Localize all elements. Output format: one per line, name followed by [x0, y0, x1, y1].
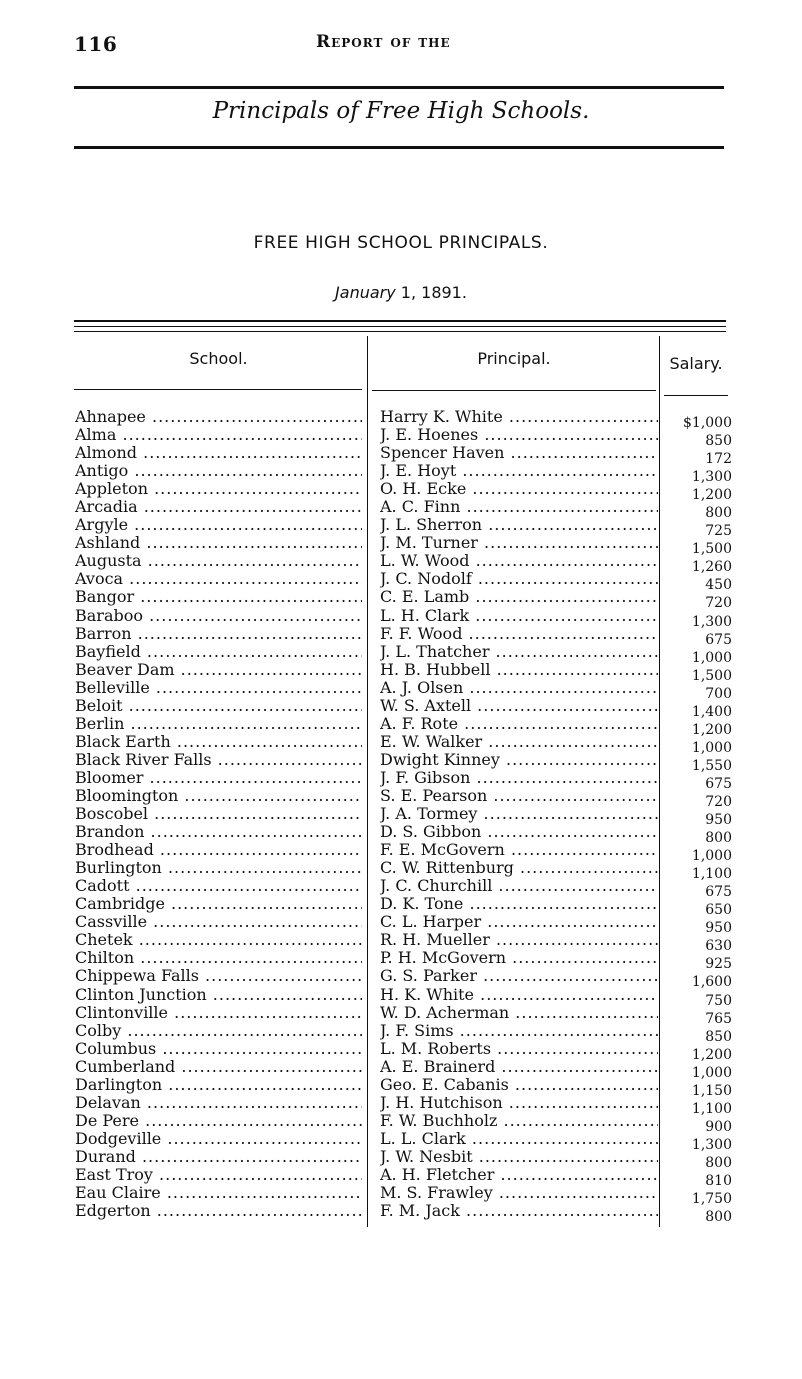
table-row [0, 1147, 802, 1171]
school-cell: Bloomer ..... [75, 769, 362, 787]
principal-cell: J. L. Thatcher ..... [380, 643, 658, 661]
table-row [0, 1021, 802, 1045]
table-row [0, 985, 802, 1009]
principal-cell: Dwight Kinney ..... [380, 751, 658, 769]
salary-cell: 800 [705, 1209, 732, 1226]
table-row [0, 1093, 802, 1117]
school-cell: Chippewa Falls ..... [75, 967, 362, 985]
table-row [0, 480, 802, 504]
principal-cell: A. C. Finn ..... [380, 498, 658, 516]
principal-cell: A. E. Brainerd ..... [380, 1058, 658, 1076]
table-top-rule-2 [74, 326, 726, 327]
salary-cell: 1,300 [691, 469, 732, 486]
salary-cell: 720 [705, 595, 732, 612]
salary-cell: 630 [705, 938, 732, 955]
principal-cell: A. H. Fletcher ..... [380, 1166, 658, 1184]
page-number: 116 [74, 32, 118, 56]
table-row [0, 714, 802, 738]
running-head: Report of the [316, 32, 451, 52]
principal-cell: J. E. Hoenes ..... [380, 426, 658, 444]
principal-cell: C. W. Rittenburg ..... [380, 859, 658, 877]
principal-cell: J. C. Nodolf ..... [380, 570, 658, 588]
principal-cell: L. L. Clark ..... [380, 1130, 658, 1148]
school-cell: Argyle ..... [75, 516, 362, 534]
school-cell: Columbus ..... [75, 1040, 362, 1058]
salary-cell: 1,000 [691, 848, 732, 865]
principal-cell: A. J. Olsen ..... [380, 679, 658, 697]
school-cell: Chilton ..... [75, 949, 362, 967]
school-cell: Barron ..... [75, 625, 362, 643]
principal-cell: F. F. Wood ..... [380, 625, 658, 643]
table-top-rule-1 [74, 320, 726, 322]
salary-cell: $1,000 [683, 415, 732, 431]
principal-cell: J. M. Turner ..... [380, 534, 658, 552]
table-row [0, 588, 802, 612]
table-date [0, 283, 802, 302]
salary-cell: 1,200 [691, 1046, 732, 1063]
table-row [0, 408, 802, 431]
header-underline-principal [372, 390, 656, 391]
principal-cell: S. E. Pearson ..... [380, 787, 658, 805]
school-cell: Clintonville ..... [75, 1004, 362, 1022]
principal-cell: L. H. Clark ..... [380, 607, 658, 625]
school-cell: Beaver Dam ..... [75, 661, 362, 679]
table-row [0, 516, 802, 540]
table-row [0, 859, 802, 883]
school-cell: Appleton ..... [75, 480, 362, 498]
principal-cell: Harry K. White ..... [380, 408, 658, 426]
table-row [0, 606, 802, 630]
school-cell: Black River Falls ..... [75, 751, 362, 769]
table-row [0, 1039, 802, 1063]
principal-cell: W. D. Acherman ..... [380, 1004, 658, 1022]
principal-cell: G. S. Parker ..... [380, 967, 658, 985]
table-row [0, 552, 802, 576]
salary-cell: 810 [705, 1172, 732, 1189]
school-cell: Delavan ..... [75, 1094, 362, 1112]
table-row [0, 1184, 802, 1208]
school-cell: Black Earth ..... [75, 733, 362, 751]
table-row [0, 768, 802, 792]
table-row [0, 678, 802, 702]
date-rest: 1, 1891. [395, 283, 467, 302]
principal-cell: R. H. Mueller ..... [380, 931, 658, 949]
principal-cell: F. W. Buchholz ..... [380, 1112, 658, 1130]
principal-cell: W. S. Axtell ..... [380, 697, 658, 715]
table-row [0, 498, 802, 522]
table-row [0, 732, 802, 756]
school-cell: De Pere ..... [75, 1112, 362, 1130]
school-cell: East Troy ..... [75, 1166, 362, 1184]
principal-cell: M. S. Frawley ..... [380, 1184, 658, 1202]
column-header-school: School. [189, 349, 248, 368]
principal-cell: J. H. Hutchison ..... [380, 1094, 658, 1112]
principal-cell: D. S. Gibbon ..... [380, 823, 658, 841]
school-cell: Cambridge ..... [75, 895, 362, 913]
principal-cell: J. C. Churchill ..... [380, 877, 658, 895]
school-cell: Bangor ..... [75, 588, 362, 606]
principal-cell: O. H. Ecke ..... [380, 480, 658, 498]
principal-cell: L. W. Wood ..... [380, 552, 658, 570]
salary-cell: 800 [705, 1154, 732, 1171]
principal-cell: C. L. Harper ..... [380, 913, 658, 931]
school-cell: Edgerton ..... [75, 1202, 362, 1220]
salary-cell: 1,300 [691, 613, 732, 630]
school-cell: Arcadia ..... [75, 498, 362, 516]
school-cell: Chetek ..... [75, 931, 362, 949]
table-row [0, 1003, 802, 1027]
school-cell: Bloomington ..... [75, 787, 362, 805]
school-cell: Bayfield ..... [75, 643, 362, 661]
table-row [0, 913, 802, 937]
principal-cell: J. A. Tormey ..... [380, 805, 658, 823]
salary-cell: 1,000 [691, 1064, 732, 1081]
date-month: January [335, 283, 396, 302]
salary-cell: 800 [705, 830, 732, 847]
principal-cell: J. W. Nesbit ..... [380, 1148, 658, 1166]
salary-cell: 650 [705, 902, 732, 919]
school-cell: Beloit ..... [75, 697, 362, 715]
principal-cell: E. W. Walker ..... [380, 733, 658, 751]
principal-cell: C. E. Lamb ..... [380, 588, 658, 606]
salary-cell: 850 [705, 433, 732, 450]
principal-cell: P. H. McGovern ..... [380, 949, 658, 967]
salary-cell: 800 [705, 505, 732, 522]
salary-cell: 950 [705, 812, 732, 829]
salary-cell: 900 [705, 1118, 732, 1135]
table-row [0, 660, 802, 684]
section-rule [74, 146, 724, 149]
school-cell: Ahnapee ..... [75, 408, 362, 426]
header-underline-school [74, 389, 362, 390]
table-row [0, 1111, 802, 1135]
salary-cell: 1,750 [691, 1191, 732, 1208]
salary-cell: 1,200 [691, 721, 732, 738]
school-cell: Ashland ..... [75, 534, 362, 552]
table-row [0, 1057, 802, 1081]
school-cell: Clinton Junction ..... [75, 986, 362, 1004]
header-underline-salary [664, 395, 728, 396]
table-row [0, 841, 802, 865]
table-row [0, 642, 802, 666]
school-cell: Avoca ..... [75, 570, 362, 588]
school-cell: Eau Claire ..... [75, 1184, 362, 1202]
salary-cell: 1,500 [691, 541, 732, 558]
school-cell: Cadott ..... [75, 877, 362, 895]
salary-cell: 850 [705, 1028, 732, 1045]
table-row [0, 696, 802, 720]
principal-cell: L. M. Roberts ..... [380, 1040, 658, 1058]
table-row [0, 1165, 802, 1189]
salary-cell: 675 [705, 884, 732, 901]
table-row [0, 570, 802, 594]
school-cell: Durand ..... [75, 1148, 362, 1166]
principal-cell: D. K. Tone ..... [380, 895, 658, 913]
salary-cell: 1,550 [691, 757, 732, 774]
salary-cell: 750 [705, 992, 732, 1009]
salary-cell: 450 [705, 577, 732, 594]
salary-cell: 1,100 [691, 866, 732, 883]
principal-cell: J. F. Sims ..... [380, 1022, 658, 1040]
school-cell: Augusta ..... [75, 552, 362, 570]
principal-cell: J. L. Sherron ..... [380, 516, 658, 534]
table-row [0, 786, 802, 810]
section-title: Principals of Free High Schools. [212, 98, 590, 124]
principal-cell: H. B. Hubbell ..... [380, 661, 658, 679]
salary-cell: 172 [705, 451, 732, 468]
salary-cell: 925 [705, 956, 732, 973]
school-cell: Berlin ..... [75, 715, 362, 733]
table-row [0, 624, 802, 648]
principal-cell: F. M. Jack ..... [380, 1202, 658, 1220]
salary-cell: 725 [705, 523, 732, 540]
table-row [0, 444, 802, 468]
school-cell: Antigo ..... [75, 462, 362, 480]
table-row [0, 877, 802, 901]
column-header-principal: Principal. [477, 349, 551, 368]
salary-cell: 765 [705, 1010, 732, 1027]
school-cell: Belleville ..... [75, 679, 362, 697]
salary-cell: 675 [705, 775, 732, 792]
salary-cell: 1,000 [691, 649, 732, 666]
school-cell: Cumberland ..... [75, 1058, 362, 1076]
salary-cell: 1,150 [691, 1082, 732, 1099]
school-cell: Almond ..... [75, 444, 362, 462]
school-cell: Dodgeville ..... [75, 1130, 362, 1148]
school-cell: Colby ..... [75, 1022, 362, 1040]
principal-cell: Spencer Haven ..... [380, 444, 658, 462]
salary-cell: 1,300 [691, 1136, 732, 1153]
salary-cell: 1,000 [691, 739, 732, 756]
table-row [0, 805, 802, 829]
table-row [0, 895, 802, 919]
table-top-rule-3 [74, 331, 726, 332]
principal-cell: H. K. White ..... [380, 986, 658, 1004]
table-row [0, 1075, 802, 1099]
table-title: FREE HIGH SCHOOL PRINCIPALS. [253, 233, 549, 253]
principal-cell: F. E. McGovern ..... [380, 841, 658, 859]
school-cell: Boscobel ..... [75, 805, 362, 823]
table-row [0, 949, 802, 973]
school-cell: Cassville ..... [75, 913, 362, 931]
principal-cell: J. E. Hoyt ..... [380, 462, 658, 480]
principal-cell: J. F. Gibson ..... [380, 769, 658, 787]
table-row [0, 823, 802, 847]
table-row [0, 462, 802, 486]
school-cell: Darlington ..... [75, 1076, 362, 1094]
table-row [0, 534, 802, 558]
salary-cell: 1,100 [691, 1100, 732, 1117]
school-cell: Brodhead ..... [75, 841, 362, 859]
table-row [0, 1202, 802, 1226]
salary-cell: 675 [705, 631, 732, 648]
salary-cell: 1,260 [691, 559, 732, 576]
principal-cell: Geo. E. Cabanis ..... [380, 1076, 658, 1094]
table-row [0, 967, 802, 991]
table-row [0, 750, 802, 774]
school-cell: Brandon ..... [75, 823, 362, 841]
table-row [0, 426, 802, 450]
principal-cell: A. F. Rote ..... [380, 715, 658, 733]
column-header-salary: Salary. [669, 354, 723, 373]
table-row [0, 1129, 802, 1153]
salary-cell: 720 [705, 793, 732, 810]
salary-cell: 1,200 [691, 487, 732, 504]
salary-cell: 1,600 [691, 974, 732, 991]
school-cell: Baraboo ..... [75, 607, 362, 625]
top-rule [74, 86, 724, 89]
salary-cell: 700 [705, 685, 732, 702]
salary-cell: 1,400 [691, 703, 732, 720]
table-body [0, 408, 802, 1226]
school-cell: Alma ..... [75, 426, 362, 444]
school-cell: Burlington ..... [75, 859, 362, 877]
table-row [0, 931, 802, 955]
salary-cell: 1,500 [691, 667, 732, 684]
salary-cell: 950 [705, 920, 732, 937]
